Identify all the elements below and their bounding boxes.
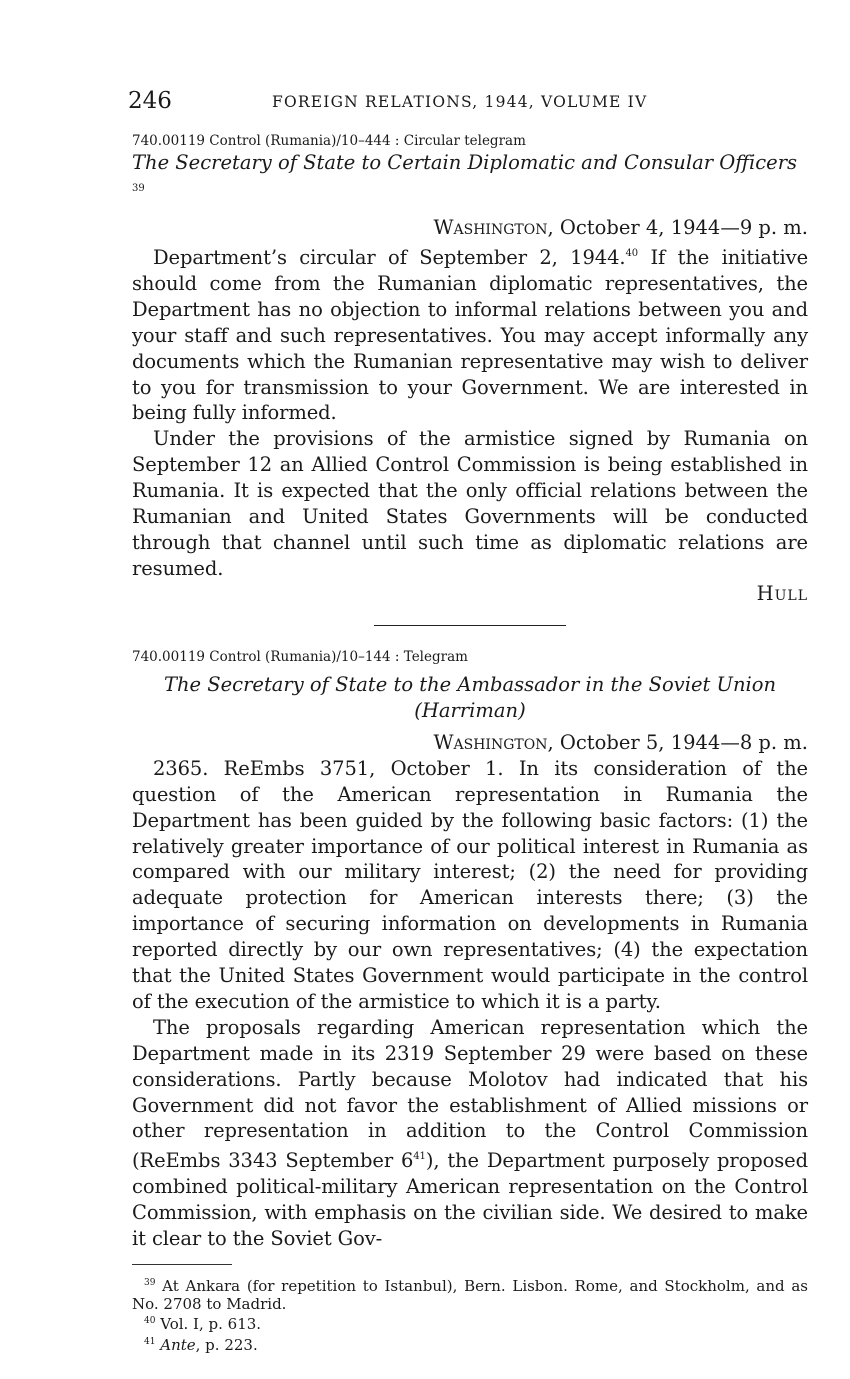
footnote-mark: 40 — [144, 1316, 156, 1326]
footnote-text: At Ankara (for repetition to Istanbul), Bern. Lisbon. Rome, and Stockholm, and as No. 2708 to Madrid. — [132, 1277, 808, 1313]
footnote — [132, 1334, 808, 1355]
footnote-text-italic: Ante — [160, 1335, 196, 1354]
footnote — [132, 1275, 808, 1313]
running-header — [128, 88, 808, 116]
dateline — [132, 215, 808, 241]
document-title-text: The Secretary of State to Certain Diplomatic and Consular Officers — [132, 151, 798, 174]
page-number: 246 — [128, 88, 172, 114]
footnote-marker: 39 — [132, 183, 145, 194]
footnote — [132, 1313, 808, 1334]
paragraph — [132, 1015, 808, 1252]
paragraph: Under the provisions of the armistice signed by Rumania on September 12 an Allied Control Commission is being established in Rumania. It is expected that the only official relations between the Rumanian and United States Governments will be conducted through that channel until such time as diplomatic relations are resumed. — [132, 427, 808, 580]
footnote-mark: 39 — [144, 1278, 156, 1288]
file-reference: 740.00119 Control (Rumania)/10–444 : Circular telegram — [132, 133, 526, 149]
footnote-marker: 41 — [413, 1151, 426, 1163]
dateline-place: Washington, — [433, 216, 554, 239]
document-title — [132, 150, 808, 207]
footnote-mark: 41 — [144, 1336, 156, 1347]
paragraph — [132, 241, 808, 426]
dateline-date: October 5, 1944—8 p. m. — [559, 730, 808, 754]
paragraph-text: ), the Department purposely proposed combined political-military American representation on the Control Commission, with emphasis on the civilian side. We desired to make it clear to the Soviet Gov- — [132, 1149, 809, 1251]
paragraph-text: If the initiative should come from the Rumanian diplomatic representatives, the Department has no objection to informal relations between you and your staff and such representatives. You may accept informally any documents which the Rumanian representative may wish to deliver to you for transmission to your Government. We are interested in being fully informed. — [132, 246, 809, 425]
dateline-date: October 4, 1944—9 p. m. — [559, 216, 808, 239]
footnote-marker: 40 — [625, 248, 639, 259]
paragraph-text: The proposals regarding American representation which the Department made in its 2319 September 29 were based on these considerations. Partly because Molotov had indicated that his Government did not favor the establishment of Allied missions or other representation in addition to the Control Commission (ReEmbs 3343 September 6 — [132, 1015, 808, 1173]
running-title: FOREIGN RELATIONS, 1944, VOLUME IV — [272, 93, 648, 111]
file-reference: 740.00119 Control (Rumania)/10–144 : Telegram — [132, 648, 468, 665]
document-title — [132, 672, 808, 724]
document-title-line: The Secretary of State to the Ambassador in the Soviet Union — [163, 672, 777, 696]
footnote-text: Vol. I, p. 613. — [160, 1315, 262, 1333]
document-page — [128, 88, 809, 1354]
signature: Hull — [756, 581, 808, 605]
footnotes — [132, 1275, 808, 1354]
paragraph: 2365. ReEmbs 3751, October 1. In its consideration of the question of the American representation in Rumania the Department has been guided by the following basic factors: (1) the relatively greater importance of our political interest in Rumania as compared with our military interest; (2) the need for providing adequate protection for American interests there; (3) the importance of securing information on developments in Rumania reported directly by our own representatives; (4) the expectation that the United States Government would participate in the control of the execution of the armistice to which it is a party. — [132, 756, 808, 1013]
dateline — [132, 730, 808, 756]
section-divider — [374, 625, 566, 626]
paragraph-text: Department’s circular of September 2, 1944. — [153, 246, 626, 269]
dateline-place: Washington, — [433, 730, 554, 754]
document-title-line: (Harriman) — [414, 698, 526, 722]
footnote-rule — [132, 1264, 232, 1265]
footnote-text: , p. 223. — [195, 1335, 258, 1354]
